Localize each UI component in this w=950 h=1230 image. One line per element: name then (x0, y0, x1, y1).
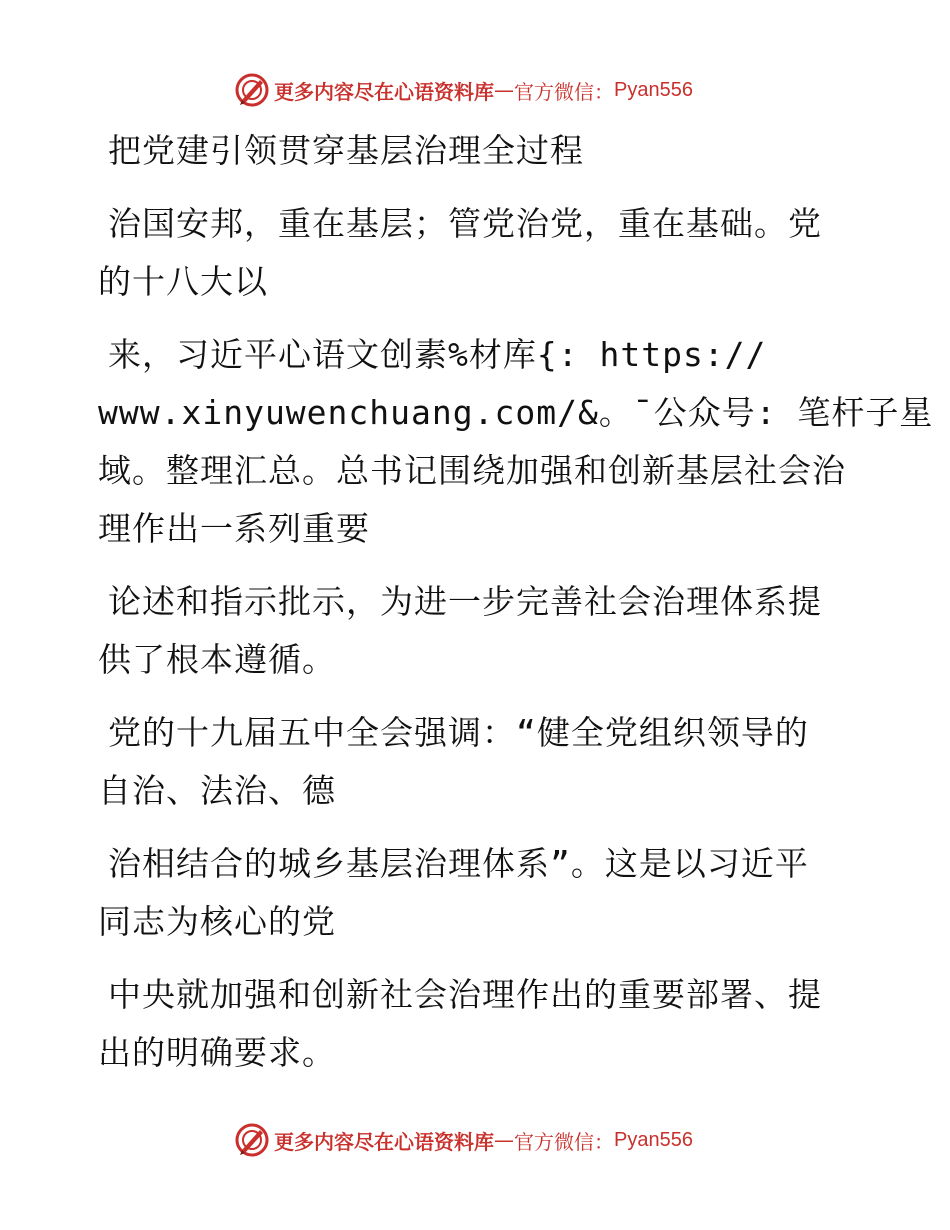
paragraph-line: www.xinyuwenchuang.com/&。¯公众号: 笔杆子星 (98, 393, 934, 432)
paragraph-line: 同志为核心的党 (98, 902, 336, 941)
banner-label: 官方微信： (514, 1129, 614, 1154)
banner-dash: — (494, 78, 514, 102)
banner-dash: — (494, 1128, 514, 1152)
paragraph-line: 中央就加强和创新社会治理作出的重要部署、提 (108, 975, 822, 1014)
paragraph-line: 党的十九届五中全会强调：“健全党组织领导的 (108, 713, 809, 752)
paragraph-line: 出的明确要求。 (98, 1033, 336, 1072)
banner-label: 官方微信： (514, 79, 614, 104)
banner-text: 更多内容尽在心语资料库 (274, 79, 494, 104)
header-banner (234, 70, 693, 110)
footer-banner (234, 1120, 693, 1160)
document-title: 把党建引领贯穿基层治理全过程 (108, 131, 584, 170)
pen-logo-icon (234, 1122, 270, 1158)
document-body (98, 122, 934, 1082)
paragraph-line: 论述和指示批示，为进一步完善社会治理体系提 (108, 582, 822, 621)
paragraph-line: 的十八大以 (98, 262, 268, 301)
pen-logo-icon (234, 72, 270, 108)
paragraph-line: 供了根本遵循。 (98, 640, 336, 679)
banner-wechat-id: Pyan556 (614, 78, 693, 101)
banner-wechat-id: Pyan556 (614, 1128, 693, 1151)
paragraph-line: 治国安邦，重在基层；管党治党，重在基础。党 (108, 204, 822, 243)
paragraph-line: 来，习近平心语文创素%材库{: https:// (108, 335, 767, 374)
paragraph-line: 域。整理汇总。总书记围绕加强和创新基层社会治 (98, 451, 846, 490)
banner-text: 更多内容尽在心语资料库 (274, 1129, 494, 1154)
paragraph-line: 自治、法治、德 (98, 771, 336, 810)
paragraph-line: 理作出一系列重要 (98, 509, 370, 548)
paragraph-line: 治相结合的城乡基层治理体系”。这是以习近平 (108, 844, 809, 883)
